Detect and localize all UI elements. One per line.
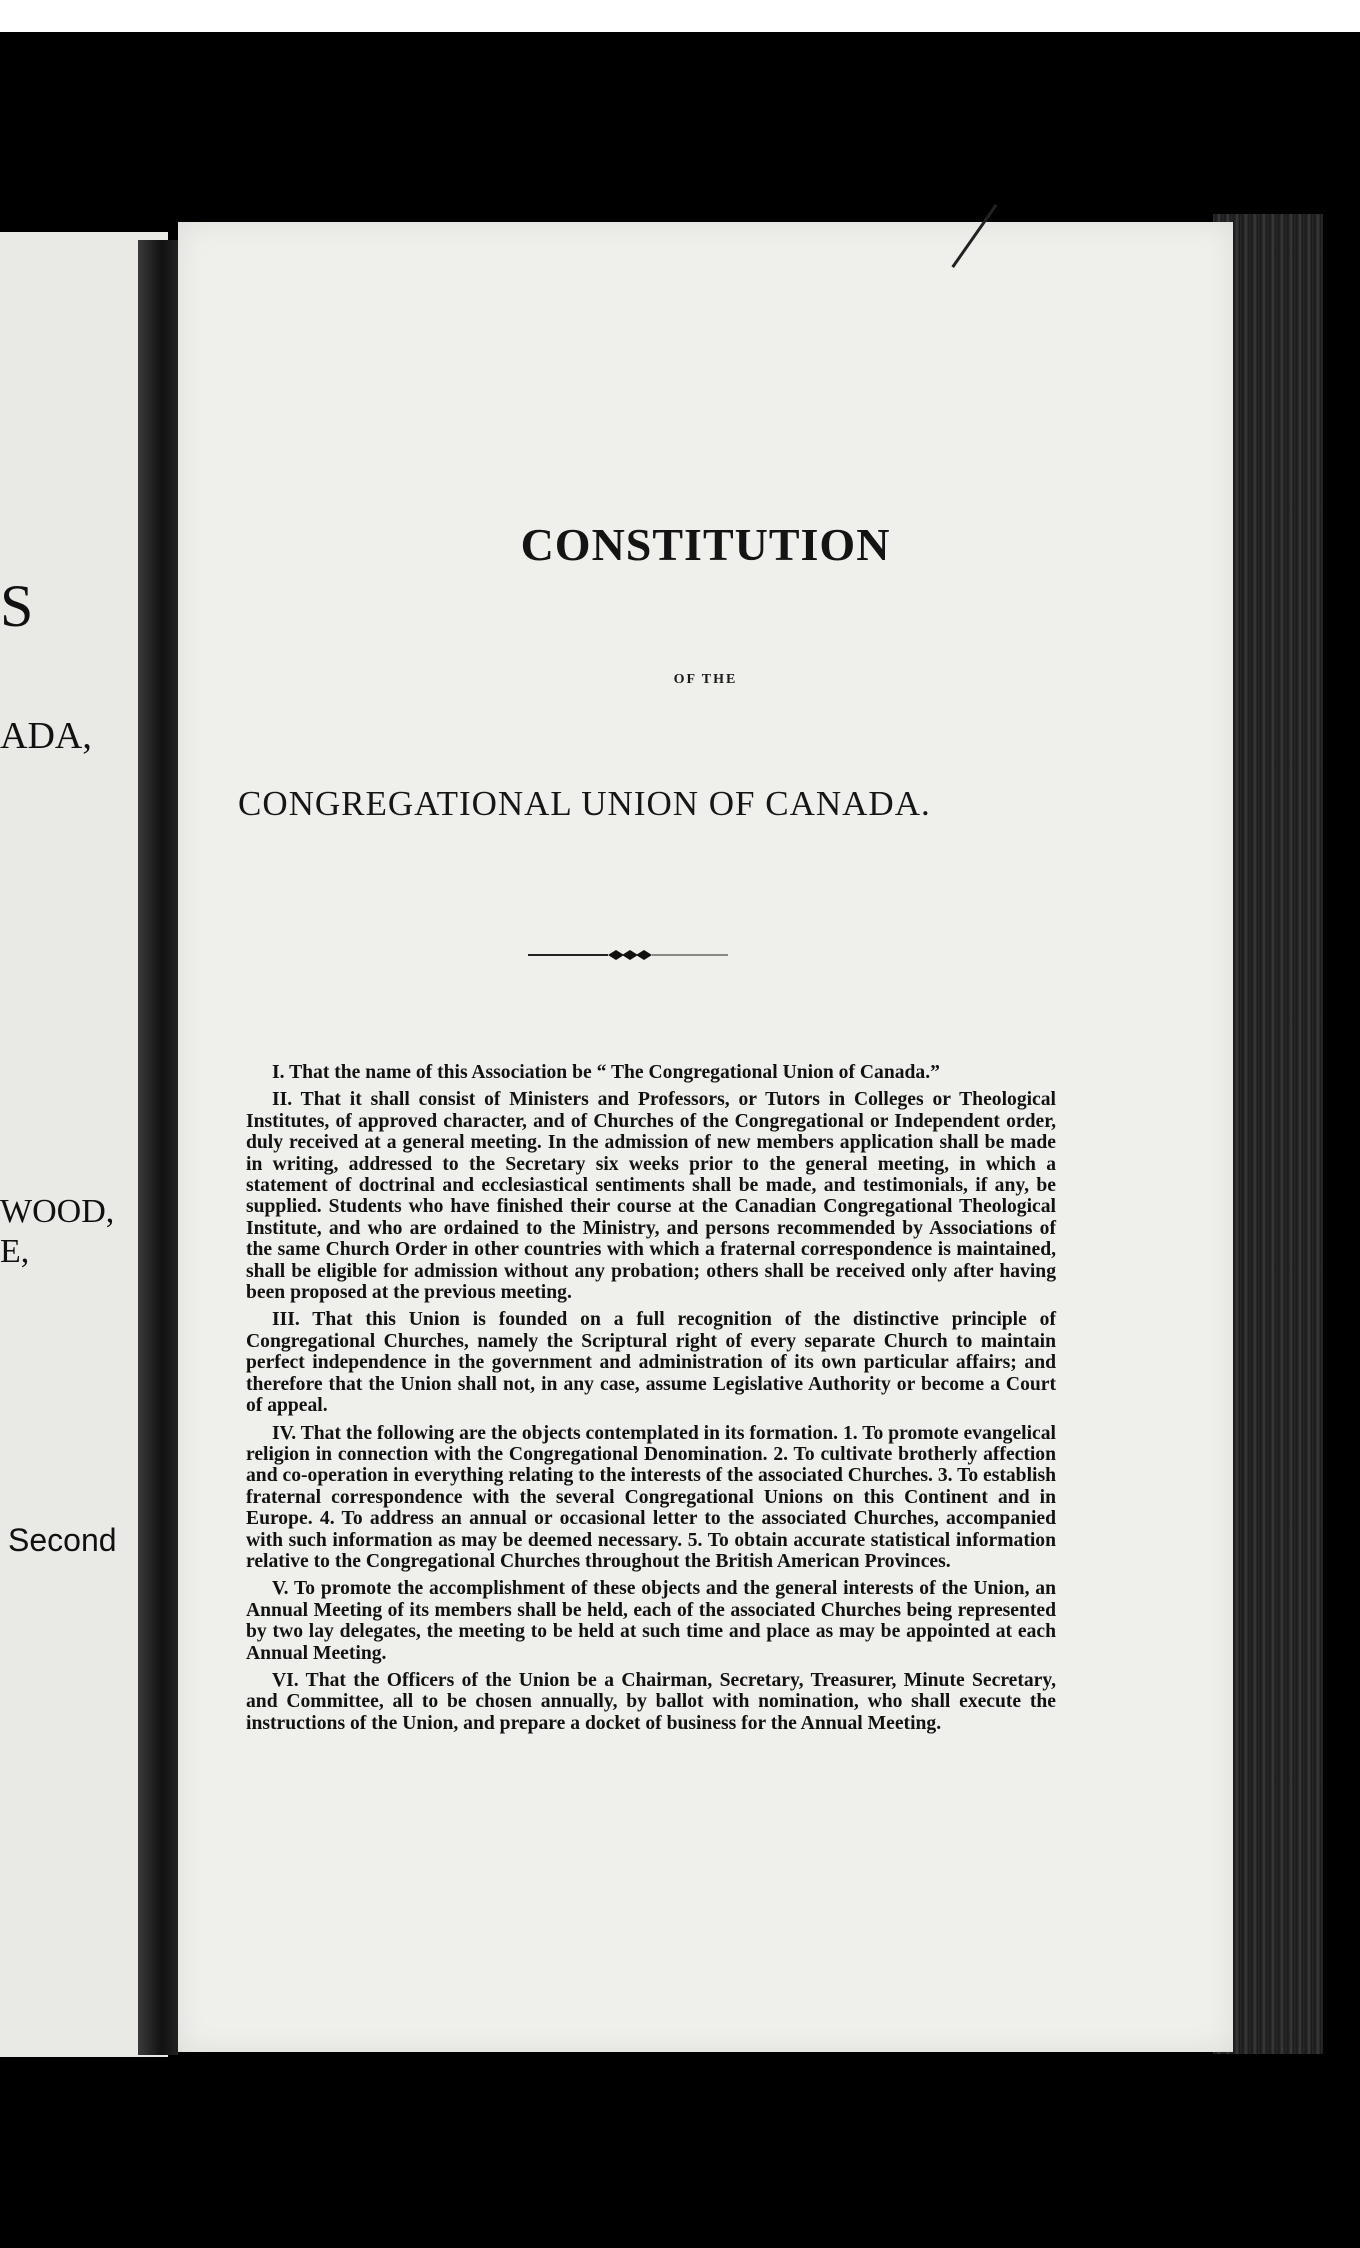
title-connector: OF THE <box>673 672 738 687</box>
article-3: III. That this Union is founded on a full recognition of the distinctive principle of Congregational Churches, namely the Scriptural right of every separate Church to maintain perfect independence in the government and administration of its own particular affairs; and therefore that the Union shall not, in any case, assume Legislative Authority or become a Court of appeal. <box>246 1309 1056 1417</box>
article-4: IV. That the following are the objects contemplated in its formation. 1. To promote evangelical religion in connection with the Congregational Denomination. 2. To cultivate brotherly affection and co-operation in everything relating to the interests of the associated Churches. 3. To establish fraternal correspondence with the several Congregational Unions on this Continent and in Europe. 4. To address an annual or occasional letter to the associated Churches, accompanied with such information as may be deemed necessary. 5. To obtain accurate statistical information relative to the Congregational Churches throughout the British American Provinces. <box>246 1422 1056 1572</box>
article-5: V. To promote the accomplishment of these objects and the general interests of the Union, an Annual Meeting of its members shall be held, each of the associated Churches being represented by two lay delegates, the meeting to be held at such time and place as may be appointed at each Annual Meeting. <box>246 1578 1056 1664</box>
divider-ornament-icon <box>528 947 728 963</box>
page-title: CONSTITUTION <box>520 519 891 570</box>
page-subtitle: CONGREGATIONAL UNION OF CANADA. <box>238 784 931 823</box>
article-2: II. That it shall consist of Ministers and Professors, or Tutors in Colleges or Theological Institutes, of approved character, and of Churches of the Congregational or Independent order, duly received at a general meeting. In the admission of new members application shall be made in writing, addressed to the Secretary six weeks prior to the general meeting, in which a statement of doctrinal and ecclesiastical sentiments shall be made, and testimonials, if any, be supplied. Students who have finished their course at the Canadian Congregational Theological Institute, and who are ordained to the Ministry, and persons recommended by Associations of the same Church Order in other countries with which a fraternal correspondence is maintained, shall be eligible for admission without any probation; others shall be received only after having been proposed at the previous meeting. <box>246 1089 1056 1304</box>
left-page-fragment-ada: ADA, <box>0 715 92 757</box>
left-page-fragment-s: S <box>0 573 34 639</box>
left-page-fragment-e-line: E, <box>0 1233 30 1270</box>
article-1: I. That the name of this Association be “ The Congregational Union of Canada.” <box>272 1062 940 1083</box>
left-page-fragment-wood <box>0 1192 114 1272</box>
left-page-fragment-wood-line: WOOD, <box>0 1193 115 1230</box>
main-page <box>178 222 1233 2052</box>
book-gutter <box>138 240 178 2055</box>
top-margin-strip <box>0 0 1360 32</box>
constitution-articles <box>246 1062 1056 1740</box>
left-page-fragment-second: Second <box>8 1522 117 1558</box>
article-6: VI. That the Officers of the Union be a Chairman, Secretary, Treasurer, Minute Secretary, and Committee, all to be chosen annually, by ballot with nomination, who shall execute the instructions of the Union, and prepare a docket of business for the Annual Meeting. <box>246 1669 1056 1734</box>
